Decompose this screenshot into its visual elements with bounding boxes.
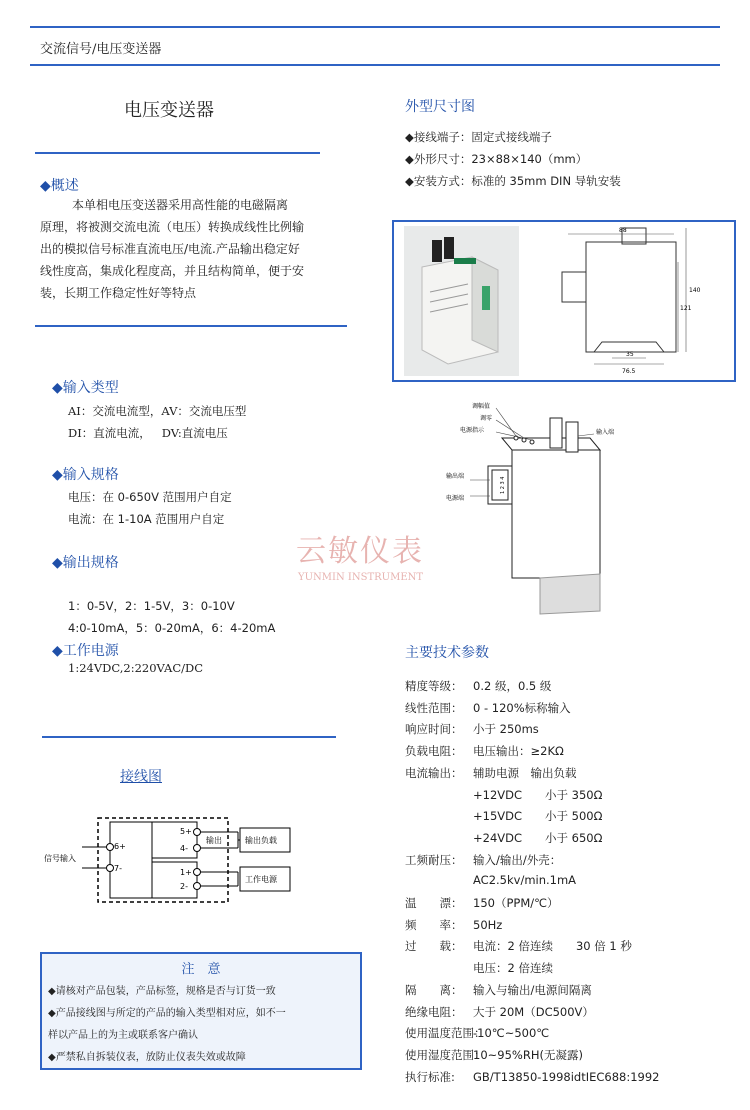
spec-label: 精度等级： [405,679,463,693]
spec-value: 电流：2 倍连续 30 倍 1 秒 [473,939,632,954]
spec-row [405,1047,583,1063]
terminal-2: 2- [180,882,188,891]
input-spec-text [68,486,232,530]
wiring-title: 接线图 [120,769,162,785]
input-type-title: ◆输入类型 [52,380,119,396]
overview-line: 线性度高，集成化程度高，并且结构简单，便于安 [40,264,305,278]
spec-row [405,765,577,781]
spec-row [405,787,602,803]
spec-value: 10~95%RH(无凝露) [473,1047,583,1062]
input-spec-title: ◆输入规格 [52,467,119,483]
dims-line: ◆外形尺寸：23×88×140（mm） [405,152,588,166]
notice-title: 注 意 [181,962,221,977]
overview-line: 装，长期工作稳定性好等特点 [40,286,197,300]
overview-line: 原理，将被测交流电流（电压）转换成线性比例输 [40,220,305,234]
terminal-numbers: 1 2 3 4 [500,476,506,494]
signal-input-label: 信号输入 [44,854,76,863]
dims-title: 外型尺寸图 [405,99,475,115]
terminal-layout-drawing [440,396,620,616]
spec-row [405,721,539,737]
spec-label: 工频耐压： [405,852,463,867]
wiring-diagram [40,800,360,910]
product-photo-and-drawing [394,222,734,380]
spec-value: 0.2 级，0.5 级 [473,679,552,693]
input-type-text [68,400,246,444]
spec-row [405,938,632,954]
spec-value: 0 - 120%标称输入 [473,700,571,715]
spec-row [405,1069,659,1085]
spec-label: 负载电阻： [405,744,463,759]
spec-row [405,830,602,846]
specs-title: 主要技术参数 [405,645,489,661]
spec-value: GB/T13850-1998idtIEC688:1992 [473,1069,660,1084]
spec-label: 隔 离： [405,982,463,997]
main-title: 电压变送器 [124,100,214,121]
spec-value: 150（PPM/℃） [473,896,559,910]
spec-value: 电压输出：≥2KΩ [473,744,564,759]
terminal-4: 4- [180,844,188,853]
dims-line: ◆接线端子：固定式接线端子 [405,130,552,144]
overview-title: ◆概述 [40,178,79,194]
spec-label: 线性范围： [405,700,463,715]
label-output-terminal: 输出端 [446,473,465,480]
spec-value: 电压：2 倍连续 [473,961,553,976]
output-spec-text [68,595,275,639]
label-power-indicator: 电源指示 [460,427,485,434]
terminal-1: 1+ [180,868,192,877]
output-spec-line: 1：0-5V，2：1-5V，3：0-10V [68,599,235,613]
spec-label: 使用湿度范围： [405,1047,486,1062]
overview-line: 出的模拟信号标准直流电压/电流.产品输出稳定好 [40,242,300,256]
spec-row [405,960,553,976]
notice-item: ◆请核对产品包装，产品标签，规格是否与订货一致 [48,986,276,997]
spec-value: +24VDC 小于 650Ω [473,830,603,845]
header-bottom-line [30,64,720,66]
overview-line: 本单相电压变送器采用高性能的电磁隔离 [72,198,289,212]
spec-value: 辅助电源 输出负载 [473,765,577,780]
notice-item: ◆产品接线图与所定的产品的输入类型相对应，如不一 [48,1008,286,1019]
label-input-terminal: 输入端 [596,429,615,436]
terminal-6: 6+ [114,842,126,851]
overview-text [40,194,330,304]
spec-value: 输入/输出/外壳： [473,852,562,867]
notice-box [40,952,362,1070]
spec-row [405,700,571,716]
spec-value: -10℃~500℃ [473,1026,550,1041]
spec-row [405,743,564,759]
spec-value: +12VDC 小于 350Ω [473,787,603,802]
header-top-line [30,26,720,28]
spec-label: 绝缘电阻： [405,1004,463,1019]
terminal-5: 5+ [180,827,192,836]
spec-row [405,1025,549,1041]
watermark-en: YUNMIN INSTRUMENT [298,572,424,583]
spec-row [405,678,551,694]
header-title: 交流信号/电压变送器 [40,42,162,57]
label-power-terminal: 电源端 [446,495,465,502]
notice-item: ◆严禁私自拆装仪表，放防止仪表失效或故障 [48,1052,246,1063]
spec-label: 频 率： [405,917,463,932]
spec-row [405,852,561,868]
spec-row [405,808,602,824]
output-label: 输出 [206,836,222,845]
terminal-7: 7- [114,864,122,873]
spec-row [405,917,502,933]
spec-row [405,982,592,998]
dim-76-5: 76.5 [622,368,636,375]
spec-label: 响应时间： [405,722,463,737]
input-type-line: AI：交流电流型，AV：交流电压型 [68,404,247,418]
dims-text [405,126,621,192]
divider-1 [35,152,320,154]
spec-label: 执行标准: [405,1069,455,1084]
spec-value: AC2.5kv/min.1mA [473,873,577,888]
spec-label: 电流输出： [405,765,463,780]
output-spec-line: 4:0-10mA，5：0-20mA，6：4-20mA [68,621,276,635]
spec-row [405,873,576,887]
spec-label: 使用温度范围： [405,1026,486,1041]
dim-35: 35 [626,351,634,358]
dim-88: 88 [619,227,627,234]
notice-item: 样以产品上的为主或联系客户确认 [48,1030,198,1041]
watermark-cn: 云敏仪表 [296,534,424,569]
divider-2 [35,325,347,327]
work-power-label: 工作电源 [245,875,277,884]
label-zero-adjust: 调零 [480,415,493,422]
output-load-label: 输出负载 [245,836,277,845]
spec-value: 50Hz [473,917,503,932]
spec-value: 小于 250ms [473,722,539,737]
spec-value: 大于 20M（DC500V） [473,1004,594,1019]
power-title: ◆工作电源 [52,643,119,659]
dims-line: ◆安装方式：标准的 35mm DIN 导轨安装 [405,174,621,188]
label-span-adjust: 调幅值 [472,403,491,410]
spec-label: 过 载： [405,939,463,954]
power-text: 1:24VDC,2:220VAC/DC [68,661,204,675]
spec-value: +15VDC 小于 500Ω [473,809,603,824]
input-spec-line: 电压：在 0-650V 范围用户自定 [68,490,232,504]
dimension-figure [392,220,736,382]
spec-row [405,1004,594,1020]
input-spec-line: 电流：在 1-10A 范围用户自定 [68,512,225,526]
output-spec-title: ◆输出规格 [52,555,119,571]
dim-121: 121 [680,305,692,312]
spec-label: 温 漂： [405,896,463,910]
spec-value: 输入与输出/电源间隔离 [473,982,592,997]
divider-3 [42,736,336,738]
spec-row [405,895,559,911]
dim-140: 140 [689,287,701,294]
input-type-line: DI：直流电流， DV:直流电压 [68,426,228,440]
